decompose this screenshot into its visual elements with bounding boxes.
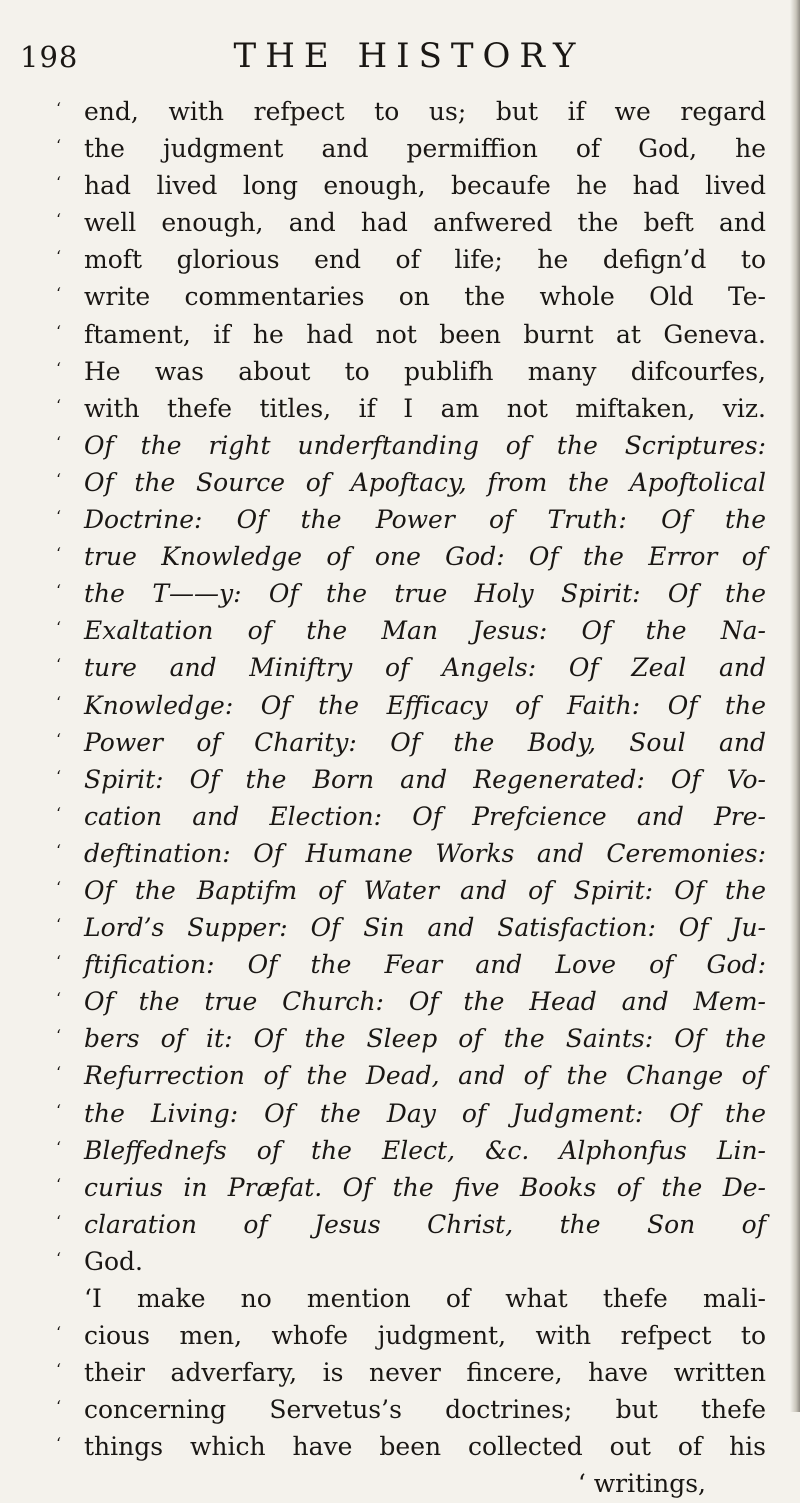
catchword: ‘ writings, bbox=[577, 1469, 706, 1499]
text-line: ‘ end, with refpect to us; but if we regard bbox=[56, 97, 766, 126]
text-line: ‘ He was about to publifh many difcourfes, bbox=[56, 356, 766, 386]
text-line: ‘ Of the true Church: Of the Head and Mem- bbox=[56, 987, 766, 1017]
text-line: ‘ well enough, and had anfwered the beft and bbox=[56, 208, 766, 238]
text-line: ‘ moft glorious end of life; he defign’d to bbox=[56, 245, 766, 275]
body-text bbox=[56, 93, 766, 1503]
text-line: ‘ write commentaries on the whole Old Te- bbox=[56, 282, 766, 312]
text-line: ‘ had lived long enough, becaufe he had lived bbox=[56, 171, 766, 201]
text-line: ‘ cious men, whofe judgment, with refpect to bbox=[56, 1321, 766, 1351]
text-line: ‘ Refurrection of the Dead, and of the Change of bbox=[56, 1061, 766, 1091]
page-number: 198 bbox=[20, 40, 79, 74]
text-line: ‘ bers of it: Of the Sleep of the Saints: Of the bbox=[56, 1024, 766, 1054]
text-line: ‘ ftament, if he had not been burnt at Geneva. bbox=[56, 319, 766, 349]
text-line: ‘ Power of Charity: Of the Body, Soul and bbox=[56, 727, 766, 757]
running-title: THE HISTORY bbox=[233, 36, 585, 76]
text-line: ‘ Of the Baptifm of Water and of Spirit: Of the bbox=[56, 875, 766, 905]
text-line: ‘ ftification: Of the Fear and Love of God: bbox=[56, 950, 766, 980]
text-line: ‘ Spirit: Of the Born and Regenerated: Of Vo- bbox=[56, 764, 766, 794]
text-line: ‘ concerning Servetus’s doctrines; but thefe bbox=[56, 1395, 766, 1425]
text-line: ‘ claration of Jesus Christ, the Son of bbox=[56, 1209, 766, 1239]
text-line: ‘I make no mention of what thefe mali- bbox=[84, 1284, 766, 1313]
text-line: ‘ Of the Source of Apoftacy, from the Apoftolical bbox=[56, 467, 766, 497]
page-edge-shadow bbox=[790, 0, 800, 1412]
text-line: ‘ deftination: Of Humane Works and Ceremonies: bbox=[56, 838, 766, 868]
text-line: ‘ true Knowledge of one God: Of the Error of bbox=[56, 542, 766, 572]
text-line: ‘ cation and Election: Of Prefcience and Pre- bbox=[56, 801, 766, 831]
text-line: ‘ ture and Miniftry of Angels: Of Zeal and bbox=[56, 653, 766, 683]
text-line: ‘ Doctrine: Of the Power of Truth: Of the bbox=[56, 505, 766, 535]
text-line: ‘ things which have been collected out of his bbox=[56, 1432, 766, 1462]
text-line: ‘ with thefe titles, if I am not miftaken, viz. bbox=[56, 393, 766, 423]
text-line: ‘ the judgment and permiffion of God, he bbox=[56, 134, 766, 164]
text-line: ‘ the Living: Of the Day of Judgment: Of the bbox=[56, 1098, 766, 1128]
text-line: ‘ their adverfary, is never fincere, have written bbox=[56, 1358, 766, 1388]
text-line: ‘ Bleffednefs of the Elect, &c. Alphonfus Lin- bbox=[56, 1135, 766, 1165]
text-line: ‘ God. bbox=[56, 1246, 143, 1276]
text-line: ‘ curius in Præfat. Of the five Books of the De- bbox=[56, 1172, 766, 1202]
text-line: ‘ Lord’s Supper: Of Sin and Satisfaction: Of Ju- bbox=[56, 913, 766, 943]
text-line: ‘ Of the right underftanding of the Scriptures: bbox=[56, 430, 766, 460]
text-line: ‘ Exaltation of the Man Jesus: Of the Na- bbox=[56, 616, 766, 646]
text-line: ‘ Knowledge: Of the Efficacy of Faith: Of the bbox=[56, 690, 766, 720]
text-line: ‘ the T——y: Of the true Holy Spirit: Of the bbox=[56, 579, 766, 609]
